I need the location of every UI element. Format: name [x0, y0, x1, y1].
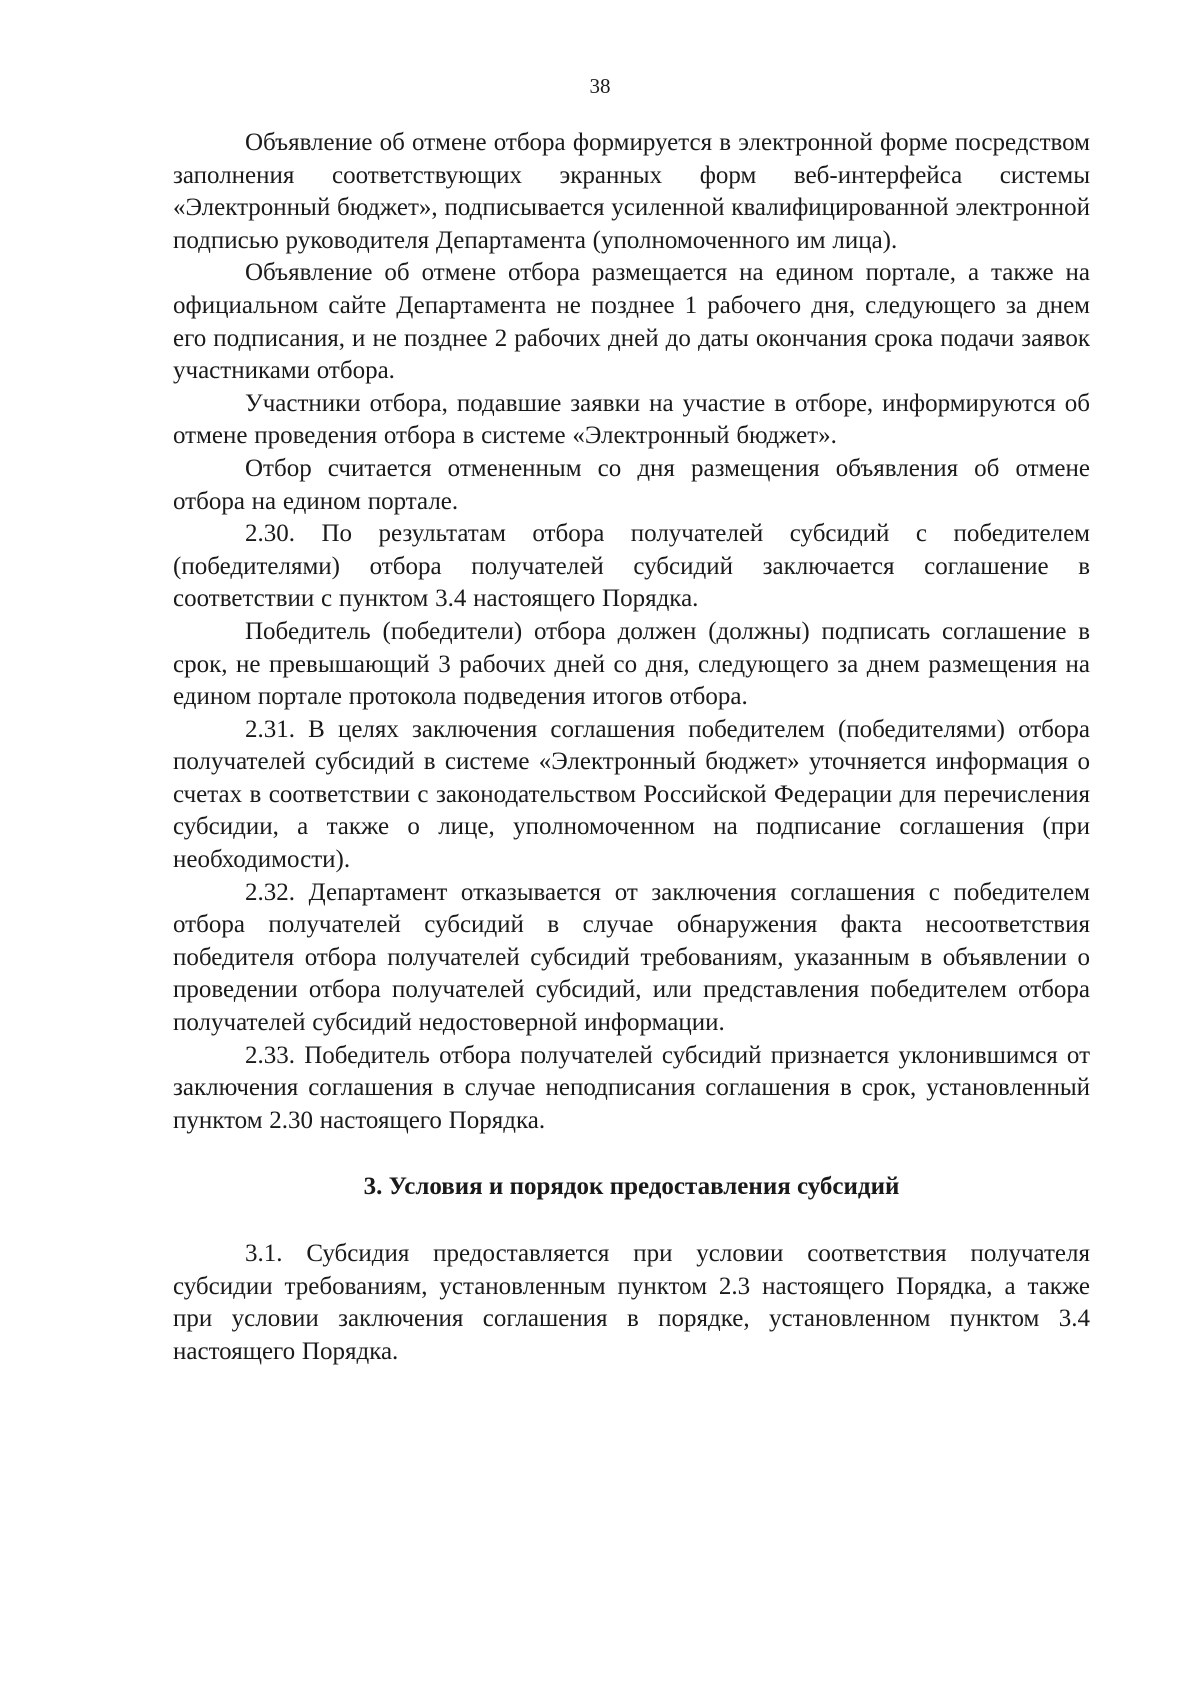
paragraph-winner-sign: Победитель (победители) отбора должен (должны) подписать соглашение в срок, не превышающий 3 рабочих дней со дня, следующего за днем размещения на едином портале протокола подведения итогов отбора.: [173, 617, 1090, 711]
paragraph-2-33: 2.33. Победитель отбора получателей субсидий признается уклонившимся от заключения соглашения в случае неподписания соглашения в срок, установленный пунктом 2.30 настоящего Порядка.: [173, 1041, 1090, 1134]
paragraph-cancel-publish: Объявление об отмене отбора размещается на едином портале, а также на официальном сайте Департамента не позднее 1 рабочего дня, следующего за днем его подписания, и не позднее 2 рабочих дней до даты окончания срока подачи заявок участниками отбора.: [173, 259, 1090, 385]
document-body: [173, 127, 1090, 1368]
paragraph-cancel-form: Объявление об отмене отбора формируется в электронной форме посредством заполнения соответствующих экранных форм веб-интерфейса системы «Электронный бюджет», подписывается усиленной квалифицированной электронной подписью руководителя Департамента (уполномоченного им лица).: [173, 129, 1090, 254]
paragraph-selection-cancelled: Отбор считается отмененным со дня размещения объявления об отмене отбора на едином портале.: [173, 454, 1090, 515]
paragraph-2-30: 2.30. По результатам отбора получателей субсидий с победителем (победителями) отбора получателей субсидий заключается соглашение в соответствии с пунктом 3.4 настоящего Порядка.: [173, 520, 1090, 613]
paragraph-participants-informed: Участники отбора, подавшие заявки на участие в отборе, информируются об отмене проведения отбора в системе «Электронный бюджет».: [173, 389, 1090, 450]
page-number: 38: [589, 74, 611, 98]
paragraph-2-31: 2.31. В целях заключения соглашения победителем (победителями) отбора получателей субсидий в системе «Электронный бюджет» уточняется информация о счетах в соответствии с законодательством Российской Федерации для перечисления субсидии, а также о лице, уполномоченном на подписание соглашения (при необходимости).: [173, 715, 1090, 874]
section-title: 3. Условия и порядок предоставления субсидий: [363, 1173, 900, 1201]
paragraph-3-1: 3.1. Субсидия предоставляется при условии соответствия получателя субсидии требованиям, установленным пунктом 2.3 настоящего Порядка, а также при условии заключения соглашения в порядке, установленном пунктом 3.4 настоящего Порядка.: [173, 1240, 1090, 1365]
paragraph-2-32: 2.32. Департамент отказывается от заключения соглашения с победителем отбора получателей субсидий в случае обнаружения факта несоответствия победителя отбора получателей субсидий требованиям, указанным в объявлении о проведении отбора получателей субсидий, или представления победителем отбора получателей субсидий недостоверной информации.: [173, 878, 1090, 1037]
